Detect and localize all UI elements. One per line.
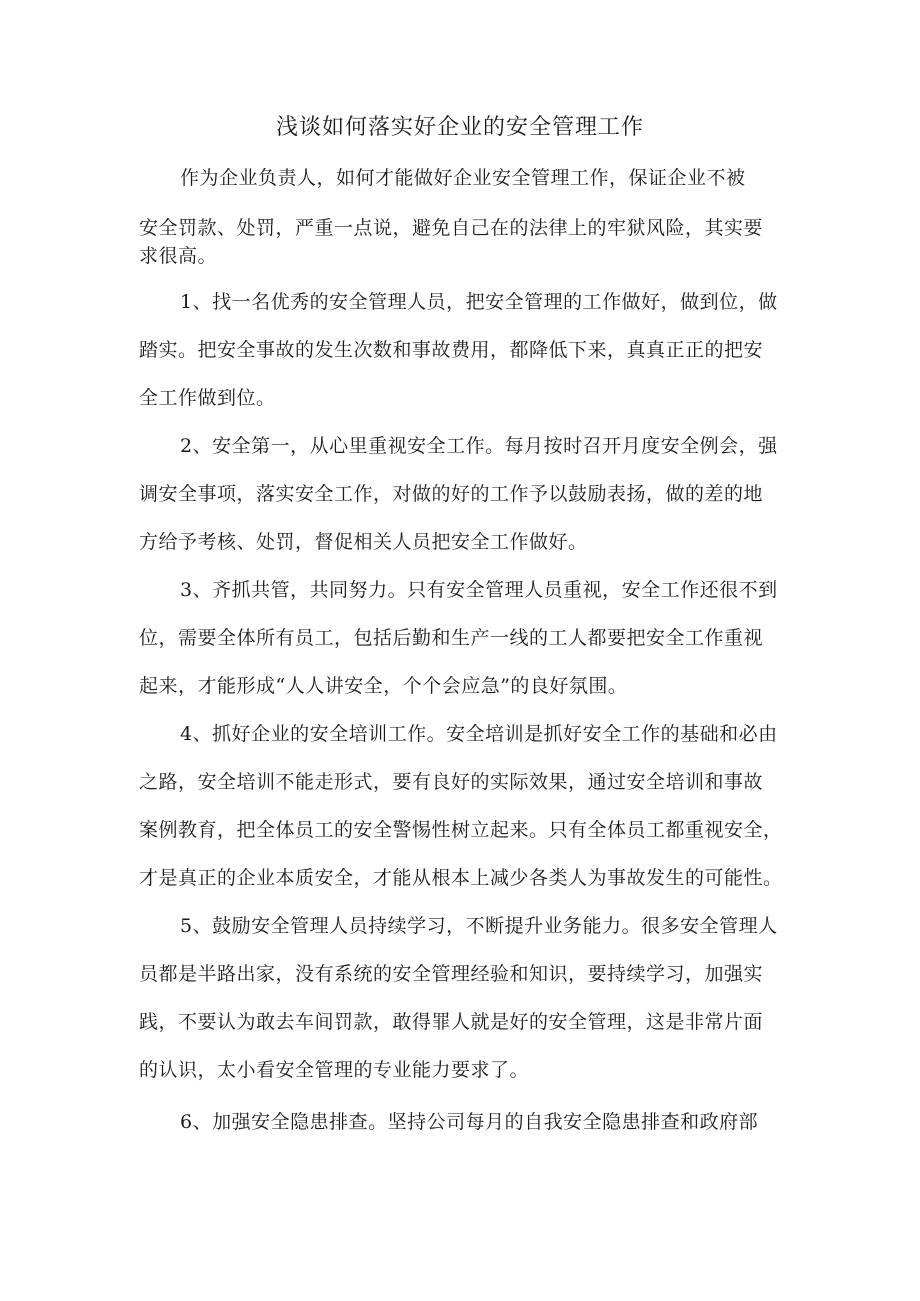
text-line: 才是真正的企业本质安全，才能从根本上减少各类人为事故发生的可能性。 bbox=[139, 867, 783, 889]
text-line: 作为企业负责人，如何才能做好企业安全管理工作，保证企业不被 bbox=[180, 167, 746, 189]
text-line: 之路，安全培训不能走形式，要有良好的实际效果，通过安全培训和事故 bbox=[139, 771, 764, 793]
text-line: 踏实。把安全事故的发生次数和事故费用，都降低下来，真真正正的把安 bbox=[139, 339, 764, 361]
text-line: 方给予考核、处罚，督促相关人员把安全工作做好。 bbox=[139, 531, 588, 553]
text-line: 全工作做到位。 bbox=[139, 387, 276, 409]
text-line: 起来，才能形成“人人讲安全，个个会应急”的良好氛围。 bbox=[139, 675, 628, 697]
text-line: 践，不要认为敢去车间罚款，敢得罪人就是好的安全管理，这是非常片面 bbox=[139, 1011, 764, 1033]
text-line: 案例教育，把全体员工的安全警惕性树立起来。只有全体员工都重视安全， bbox=[139, 819, 783, 841]
text-line: 2、安全第一，从心里重视安全工作。每月按时召开月度安全例会，强 bbox=[180, 435, 778, 457]
text-line: 员都是半路出家，没有系统的安全管理经验和知识，要持续学习，加强实 bbox=[139, 963, 764, 985]
text-line: 位，需要全体所有员工，包括后勤和生产一线的工人都要把安全工作重视 bbox=[139, 627, 764, 649]
text-line: 安全罚款、处罚，严重一点说，避免自己在的法律上的牢狱风险，其实要 bbox=[139, 217, 764, 239]
text-line: 调安全事项，落实安全工作，对做的好的工作予以鼓励表扬，做的差的地 bbox=[139, 483, 764, 505]
text-line: 求很高。 bbox=[139, 245, 218, 267]
document-title: 浅谈如何落实好企业的安全管理工作 bbox=[275, 115, 644, 140]
text-line: 3、齐抓共管，共同努力。只有安全管理人员重视，安全工作还很不到 bbox=[180, 579, 778, 601]
text-line: 1、找一名优秀的安全管理人员，把安全管理的工作做好，做到位，做 bbox=[180, 291, 778, 313]
text-line: 的认识，太小看安全管理的专业能力要求了。 bbox=[139, 1059, 530, 1081]
text-line: 6、加强安全隐患排查。坚持公司每月的自我安全隐患排查和政府部 bbox=[180, 1111, 759, 1133]
text-line: 5、鼓励安全管理人员持续学习，不断提升业务能力。很多安全管理人 bbox=[180, 915, 778, 937]
text-line: 4、抓好企业的安全培训工作。安全培训是抓好安全工作的基础和必由 bbox=[180, 723, 778, 745]
